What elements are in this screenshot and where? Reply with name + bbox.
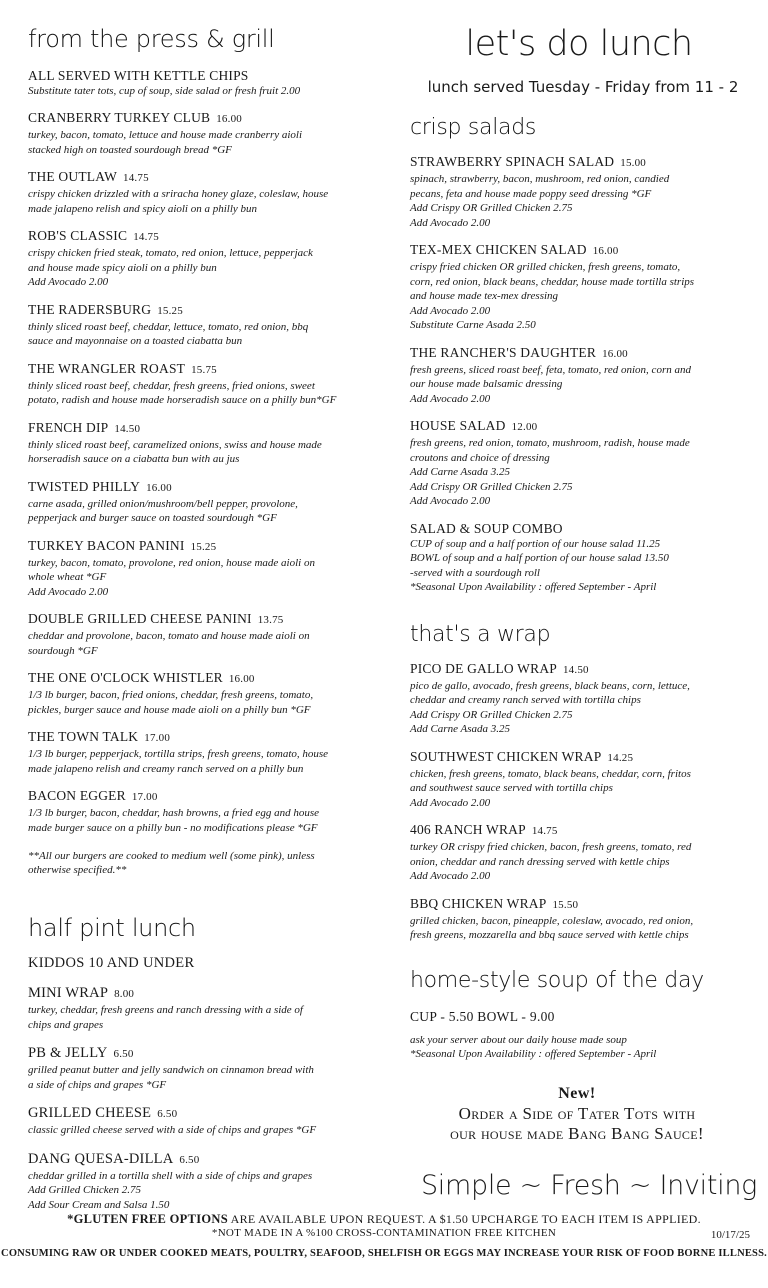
menu-item-description: fresh greens, mozzarella and bbq sauce served with kettle chips (410, 929, 689, 941)
menu-item-description: Add Avocado 2.00 (410, 304, 491, 317)
menu-item-name: DANG QUESA-DILLA (28, 1150, 174, 1167)
menu-item-title (410, 153, 748, 172)
press-substitute-note: Substitute tater tots, cup of soup, side salad or fresh fruit 2.00 (28, 85, 301, 97)
menu-item-description: fresh greens, sliced roast beef, feta, tomato, red onion, corn and (410, 363, 691, 376)
menu-item-title (28, 537, 380, 556)
menu-item-description: turkey, cheddar, fresh greens and ranch dressing with a side of (28, 1004, 303, 1016)
menu-item-name: THE RANCHER'S DAUGHTER (410, 344, 597, 360)
menu-item-price: 15.50 (552, 898, 579, 911)
menu-item-title (28, 610, 380, 629)
menu-item-price: 17.00 (131, 791, 158, 803)
menu-item-description: a side of chips and grapes *GF (28, 1078, 167, 1091)
menu-item (410, 748, 748, 811)
menu-item-description: classic grilled cheese served with a side of chips and grapes *GF (28, 1124, 317, 1136)
left-column (28, 0, 380, 1212)
menu-item-description: whole wheat *GF (28, 571, 107, 583)
menu-item (410, 417, 748, 509)
main-title: let's do lunch (465, 24, 693, 64)
menu-item-title (28, 985, 380, 1003)
menu-item (410, 821, 748, 884)
menu-item-name: THE RADERSBURG (28, 301, 152, 317)
menu-item-description: croutons and choice of dressing (410, 451, 550, 464)
kids-items-list (28, 985, 380, 1212)
menu-item-description: chicken, fresh greens, tomato, black beans, cheddar, corn, fritos (410, 767, 691, 780)
cross-contamination-notice: *NOT MADE IN A %100 CROSS-CONTAMINATION FREE KITCHEN (211, 1227, 557, 1239)
menu-item-price: 14.50 (114, 422, 141, 435)
menu-item-name: 406 RANCH WRAP (410, 822, 526, 837)
menu-item (28, 1151, 380, 1213)
menu-date: 10/17/25 (710, 1229, 750, 1241)
menu-item-price: 14.75 (123, 172, 149, 184)
menu-item-name: TWISTED PHILLY (28, 478, 141, 494)
menu-item-description: thinly sliced roast beef, cheddar, lettuce, tomato, red onion, bbq (28, 320, 309, 333)
menu-item-description: and house made tex-mex dressing (410, 290, 559, 302)
menu-item-description: crispy chicken drizzled with a sriracha honey glaze, coleslaw, house (28, 188, 329, 200)
menu-item-price: 14.25 (607, 751, 634, 764)
menu-item-price: 16.00 (216, 113, 242, 125)
menu-item (28, 669, 380, 717)
menu-item-name: THE TOWN TALK (28, 729, 139, 744)
menu-item (410, 344, 748, 407)
menu-item (28, 985, 380, 1032)
menu-item-description: BOWL of soup and a half portion of our house salad 13.50 (410, 552, 669, 564)
menu-item-price: 6.50 (157, 1108, 178, 1120)
menu-item-description: Add Carne Asada 3.25 (410, 723, 511, 735)
menu-item-price: 13.75 (257, 614, 284, 626)
menu-item-description: corn, red onion, black beans, cheddar, house made tortilla strips (410, 275, 695, 288)
menu-item-title (28, 728, 380, 747)
new-item-promo: New! Order a Side of Tater Tots with our house made Bang Bang Sauce! (392, 1084, 762, 1144)
salads-title: crisp salads (410, 115, 537, 140)
menu-item-name: FRENCH DIP (28, 419, 109, 435)
menu-item-price: 16.00 (228, 673, 255, 685)
wrap-items-list (410, 660, 748, 943)
right-column (410, 0, 758, 1201)
menu-item-price: 12.00 (511, 421, 538, 433)
menu-item-name: ROB'S CLASSIC (28, 228, 128, 243)
menu-item-description: pepperjack and burger sauce on toasted sourdough *GF (28, 512, 277, 524)
menu-item-description: crispy chicken fried steak, tomato, red onion, lettuce, pepperjack (28, 247, 313, 259)
kids-label: KIDDOS 10 AND UNDER (28, 955, 195, 971)
menu-item-description: Add Avocado 2.00 (410, 870, 491, 882)
menu-item-price: 14.75 (133, 231, 159, 243)
menu-item-title (28, 227, 380, 246)
menu-item (28, 168, 380, 216)
menu-item (410, 660, 748, 737)
menu-item-name: DOUBLE GRILLED CHEESE PANINI (28, 611, 252, 626)
menu-item-description: pecans, feta and house made poppy seed dressing *GF (410, 187, 652, 200)
menu-item-description: fresh greens, red onion, tomato, mushroom, radish, house made (410, 437, 690, 449)
menu-item-title (28, 1045, 380, 1063)
menu-item (28, 728, 380, 776)
menu-item-description: horseradish sauce on a ciabatta bun with au jus (28, 453, 240, 465)
menu-item (410, 153, 748, 230)
menu-item-title (28, 669, 380, 688)
menu-item (28, 1105, 380, 1138)
menu-item-price: 15.75 (191, 363, 217, 376)
menu-item (28, 360, 380, 408)
menu-item-description: potato, radish and house made horseradish sauce on a philly bun*GF (28, 394, 337, 406)
menu-item-description: Add Crispy OR Grilled Chicken 2.75 (410, 202, 573, 214)
menu-item-name: BBQ CHICKEN WRAP (410, 895, 547, 911)
menu-item-name: THE ONE O'CLOCK WHISTLER (28, 670, 223, 685)
menu-item-description: *Seasonal Upon Availability : offered September - April (410, 581, 657, 593)
menu-item-description: 1/3 lb burger, pepperjack, tortilla strips, fresh greens, tomato, house (28, 748, 329, 760)
menu-item-description: 1/3 lb burger, bacon, fried onions, cheddar, fresh greens, tomato, (28, 689, 314, 701)
menu-item-description: onion, cheddar and ranch dressing served with kettle chips (410, 855, 670, 868)
lunch-hours: lunch served Tuesday - Friday from 11 - 2 (427, 78, 739, 96)
menu-item-title (410, 660, 748, 679)
menu-item (28, 787, 380, 835)
new-badge: New! (558, 1084, 596, 1102)
menu-item-title (28, 360, 380, 379)
menu-item (410, 520, 748, 595)
press-grill-title: from the press & grill (28, 25, 275, 53)
menu-item-title (28, 1151, 380, 1169)
menu-item-description: cheddar and provolone, bacon, tomato and house made aioli on (28, 630, 310, 642)
menu-item-description: crispy fried chicken OR grilled chicken, fresh greens, tomato, (410, 261, 681, 273)
menu-item-description: Add Avocado 2.00 (410, 796, 491, 809)
menu-item-price: 15.00 (620, 157, 646, 169)
menu-item (28, 419, 380, 467)
menu-item-name: CRANBERRY TURKEY CLUB (28, 110, 211, 125)
menu-item-title (410, 821, 748, 840)
menu-item-description: Add Avocado 2.00 (28, 276, 109, 288)
soup-notes: ask your server about our daily house made soup *Seasonal Upon Availability : offered September - April (410, 1033, 657, 1060)
menu-item-name: THE OUTLAW (28, 169, 118, 184)
menu-item-description: sauce and mayonnaise on a toasted ciabatta bun (28, 335, 243, 347)
menu-item-name: PICO DE GALLO WRAP (410, 660, 557, 676)
soup-title: home-style soup of the day (410, 967, 704, 993)
menu-item-name: SALAD & SOUP COMBO (410, 520, 563, 536)
menu-item-description: grilled peanut butter and jelly sandwich on cinnamon bread with (28, 1064, 314, 1076)
menu-item-description: Add Crispy OR Grilled Chicken 2.75 (410, 480, 573, 493)
menu-item-title (28, 109, 380, 128)
menu-item-price: 6.50 (179, 1153, 200, 1166)
menu-item-description: Add Avocado 2.00 (410, 495, 491, 507)
menu-item-name: STRAWBERRY SPINACH SALAD (410, 154, 615, 169)
menu-item-description: turkey OR crispy fried chicken, bacon, fresh greens, tomato, red (410, 841, 692, 853)
menu-item-title (410, 895, 748, 914)
menu-item-description: -served with a sourdough roll (410, 566, 540, 579)
menu-item-name: GRILLED CHEESE (28, 1105, 152, 1121)
menu-item-description: Add Sour Cream and Salsa 1.50 (28, 1198, 170, 1211)
menu-item-description: chips and grapes (28, 1018, 104, 1031)
menu-item-description: Add Avocado 2.00 (28, 585, 109, 598)
menu-item-description: spinach, strawberry, bacon, mushroom, red onion, candied (410, 173, 670, 185)
menu-item-description: Add Carne Asada 3.25 (410, 466, 511, 478)
menu-item (410, 241, 748, 333)
menu-item-description: and house made spicy aioli on a philly bun (28, 261, 217, 274)
menu-item-name: BACON EGGER (28, 788, 126, 803)
menu-item-description: stacked high on toasted sourdough bread *GF (28, 143, 232, 156)
food-safety-warning: CONSUMING RAW OR UNDER COOKED MEATS, POULTRY, SEAFOOD, SHELFISH OR EGGS MAY INCREASE YOUR RISK OF FOOD BORNE ILLNESS. (1, 1248, 767, 1259)
menu-item-description: turkey, bacon, tomato, lettuce and house made cranberry aioli (28, 129, 303, 141)
menu-item-description: Add Grilled Chicken 2.75 (28, 1184, 142, 1196)
menu-item (28, 610, 380, 658)
menu-item-title (28, 1105, 380, 1123)
wraps-title: that's a wrap (410, 621, 551, 647)
menu-item (28, 537, 380, 600)
menu-item-title (410, 344, 748, 363)
menu-item-description: made burger sauce on a philly bun - no modifications please *GF (28, 821, 318, 834)
menu-item-description: pico de gallo, avocado, fresh greens, black beans, corn, lettuce, (410, 679, 690, 692)
menu-item-name: TEX-MEX CHICKEN SALAD (410, 242, 587, 257)
menu-item (28, 1045, 380, 1092)
menu-item (410, 895, 748, 943)
press-intro: ALL SERVED WITH KETTLE CHIPS (28, 68, 249, 83)
menu-item-description: Add Avocado 2.00 (410, 392, 491, 405)
menu-item (28, 478, 380, 526)
menu-item-price: 6.50 (113, 1048, 134, 1060)
menu-item-title (410, 520, 748, 537)
tagline: Simple ~ Fresh ~ Inviting (420, 1169, 758, 1201)
menu-item-title (410, 417, 748, 436)
menu-item (28, 109, 380, 157)
menu-item-title (28, 787, 380, 806)
menu-item-description: made jalapeno relish and spicy aioli on a philly bun (28, 202, 258, 215)
menu-item-description: made jalapeno relish and creamy ranch served on a philly bun (28, 762, 304, 775)
menu-item-price: 15.25 (157, 304, 183, 317)
menu-item-description: pickles, burger sauce and house made aioli on a philly bun *GF (28, 703, 311, 716)
menu-item-name: THE WRANGLER ROAST (28, 360, 186, 376)
menu-item-description: cheddar and creamy ranch served with tortilla chips (410, 694, 641, 706)
menu-item-name: TURKEY BACON PANINI (28, 537, 185, 553)
menu-item-price: 16.00 (592, 245, 619, 257)
menu-item-title (28, 478, 380, 497)
half-pint-title: half pint lunch (28, 914, 196, 942)
menu-item-description: carne asada, grilled onion/mushroom/bell pepper, provolone, (28, 497, 298, 510)
menu-item-description: thinly sliced roast beef, cheddar, fresh greens, fried onions, sweet (28, 379, 315, 392)
menu-item-description: grilled chicken, bacon, pineapple, coleslaw, avocado, red onion, (410, 914, 694, 927)
gluten-free-notice: *GLUTEN FREE OPTIONS ARE AVAILABLE UPON REQUEST. A $1.50 UPCHARGE TO EACH ITEM IS APPLIED. (67, 1212, 701, 1226)
menu-item-price: 16.00 (602, 347, 628, 360)
menu-item-description: CUP of soup and a half portion of our house salad 11.25 (410, 537, 661, 550)
menu-item-name: SOUTHWEST CHICKEN WRAP (410, 748, 602, 764)
menu-item-description: and southwest sauce served with tortilla chips (410, 782, 613, 794)
press-items-list (28, 109, 380, 835)
menu-item-title (410, 748, 748, 767)
menu-item-description: thinly sliced roast beef, caramelized onions, swiss and house made (28, 438, 322, 451)
menu-item-price: 17.00 (144, 732, 171, 744)
menu-item-description: our house made balsamic dressing (410, 378, 563, 390)
menu-item-description: sourdough *GF (28, 644, 98, 657)
menu-item-description: Substitute Carne Asada 2.50 (410, 319, 536, 331)
menu-item-title (28, 301, 380, 320)
menu-item-price: 15.25 (190, 540, 217, 553)
menu-item-name: HOUSE SALAD (410, 418, 506, 433)
menu-item-title (28, 168, 380, 187)
menu-item (28, 227, 380, 290)
menu-item-description: cheddar grilled in a tortilla shell with a side of chips and grapes (28, 1169, 313, 1182)
menu-item-description: Add Crispy OR Grilled Chicken 2.75 (410, 708, 573, 721)
menu-item-description: Add Avocado 2.00 (410, 216, 491, 229)
menu-item-price: 8.00 (114, 988, 135, 1000)
burger-note: **All our burgers are cooked to medium well (some pink), unless otherwise specified.** (28, 850, 315, 876)
menu-item-price: 14.50 (562, 663, 589, 676)
menu-item-name: MINI WRAP (28, 985, 109, 1001)
menu-item-title (28, 419, 380, 438)
menu-item-description: turkey, bacon, tomato, provolone, red onion, house made aioli on (28, 556, 315, 569)
menu-item-title (410, 241, 748, 260)
salad-items-list (410, 153, 748, 595)
soup-price: CUP - 5.50 BOWL - 9.00 (410, 1008, 555, 1024)
menu-item-price: 14.75 (531, 825, 558, 837)
menu-item-price: 16.00 (146, 481, 172, 494)
menu-item (28, 301, 380, 349)
menu-item-name: PB & JELLY (28, 1045, 108, 1061)
menu-item-description: 1/3 lb burger, bacon, cheddar, hash browns, a fried egg and house (28, 807, 319, 819)
